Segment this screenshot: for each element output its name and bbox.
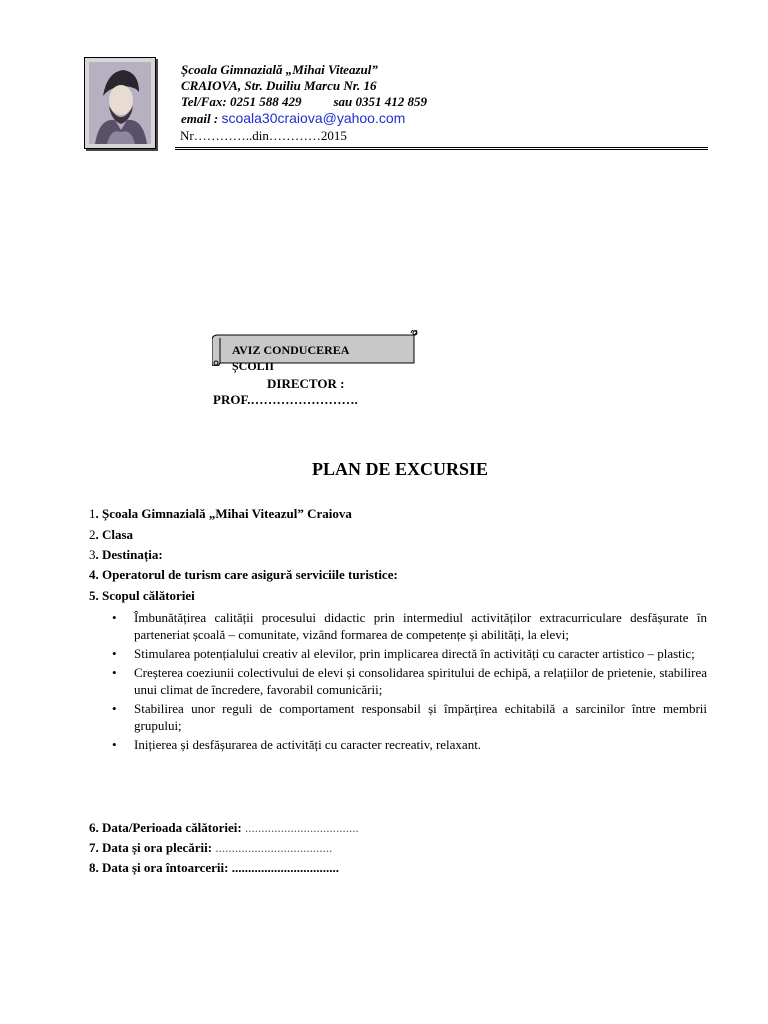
portrait-image <box>85 58 155 148</box>
director-label: DIRECTOR : <box>267 376 345 391</box>
bullet-icon: • <box>112 646 117 661</box>
item-school: 1. Școala Gimnazială „Mihai Viteazul” Craiova <box>89 506 352 521</box>
email-label: email : <box>181 111 219 126</box>
approval-label: AVIZ CONDUCEREA ȘCOLII <box>232 343 349 373</box>
school-phone <box>181 94 427 110</box>
list-item: • Îmbunătățirea calității procesului didactic prin intermediul activităților extracurriculare desfășurate în parteneriat școală – comunitate, vizând formarea de competențe și abilități, la elevi; <box>112 610 707 642</box>
school-name: Școala Gimnazială „Mihai Viteazul” <box>181 62 378 77</box>
header-divider <box>175 147 708 150</box>
document-title: PLAN DE EXCURSIE <box>311 459 489 479</box>
item-trip-purpose: 5. Scopul călătoriei <box>89 588 195 603</box>
prof-signature-line: PROF.……………………. <box>213 392 358 407</box>
item-departure: 7. Data și ora plecării: .................................... <box>89 840 333 855</box>
list-item: • Stimularea potențialului creativ al elevilor, prin implicarea directă în activități cu caracter artistico – plastic; <box>112 646 695 661</box>
item-trip-period: 6. Data/Perioada călătoriei: ................................... <box>89 820 359 835</box>
bullet-icon: • <box>112 665 117 680</box>
item-class: 2. Clasa <box>89 527 134 542</box>
list-item: • Inițierea și desfășurarea de activități cu caracter recreativ, relaxant. <box>112 737 482 752</box>
registration-number: Nr…………..din…………2015 <box>180 128 347 143</box>
approval-scroll <box>212 330 417 373</box>
school-address: CRAIOVA, Str. Duiliu Marcu Nr. 16 <box>181 78 377 93</box>
bullet-icon: • <box>112 737 117 752</box>
list-item: • Stabilirea unor reguli de comportament responsabil și împărțirea echitabilă a sarcinilor între membrii grupului; <box>112 701 707 733</box>
bullet-icon: • <box>112 610 117 625</box>
list-item: • Creșterea coeziunii colectivului de elevi și consolidarea spiritului de echipă, a relațiilor de prietenie, stabilirea unui climat de încredere, favorabil comunicării; <box>112 665 707 697</box>
school-email <box>181 110 405 127</box>
phone-fax: Tel/Fax: 0251 588 429 <box>181 94 302 109</box>
phone-alt: sau 0351 412 859 <box>333 94 428 109</box>
item-return: 8. Data și ora întoarcerii: ................................. <box>89 860 339 875</box>
purpose-list <box>110 609 707 755</box>
email-link[interactable]: scoala30craiova@yahoo.com <box>221 110 406 126</box>
school-logo <box>84 57 156 149</box>
item-destination: 3. Destinația: <box>89 547 163 562</box>
bullet-icon: • <box>112 701 117 716</box>
item-tour-operator: 4. Operatorul de turism care asigură serviciile turistice: <box>89 567 398 582</box>
